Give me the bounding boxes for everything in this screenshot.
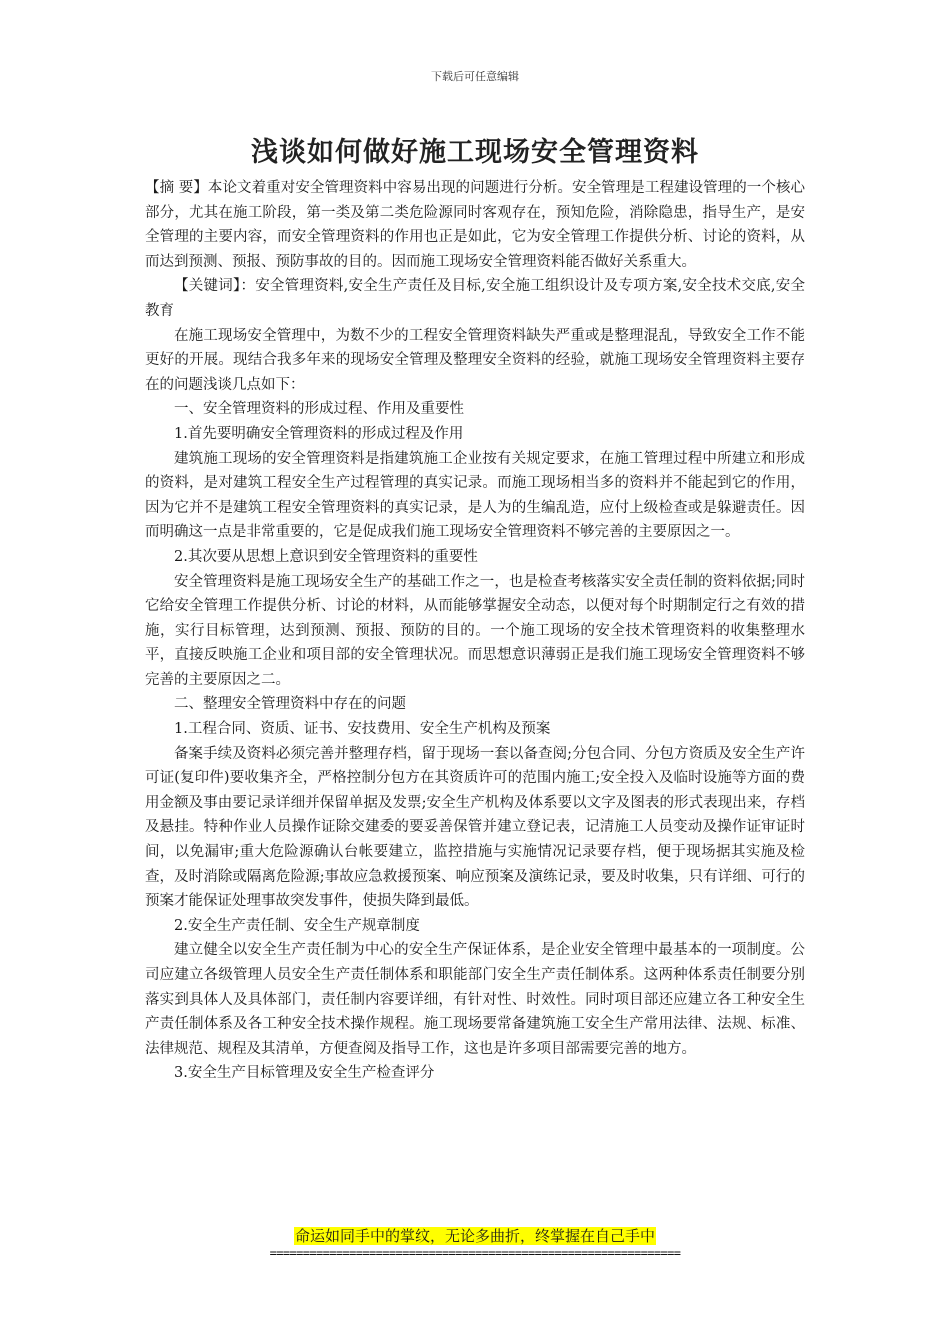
document-body [145, 176, 805, 1086]
keywords-paragraph: 【关键词】：安全管理资料,安全生产责任及目标,安全施工组织设计及专项方案,安全技术交底,安全教育 [145, 278, 805, 319]
body-paragraph: 备案手续及资料必须完善并整理存档，留于现场一套以备查阅;分包合同、分包方资质及安全生产许可证(复印件)要收集齐全，严格控制分包方在其资质许可的范围内施工;安全投入及临时设施等方面的费用金额及事由要记录详细并保留单据及发票;安全生产机构及体系要以文字及图表的形式表现出来，存档及悬挂。特种作业人员操作证除交建委的要妥善保管并建立登记表，记清施工人员变动及操作证审证时间，以免漏审;重大危险源确认台帐要建立，监控措施与实施情况记录要存档，便于现场据其实施及检查，及时消除或隔离危险源;事故应急救援预案、响应预案及演练记录，要及时收集，只有详细、可行的预案才能保证处理事故突发事件，使损失降到最低。 [145, 745, 805, 910]
subsection-heading-1-2: 2.其次要从思想上意识到安全管理资料的重要性 [174, 548, 478, 565]
subsection-heading-2-2: 2.安全生产责任制、安全生产规章制度 [174, 917, 420, 934]
header-note: 下载后可任意编辑 [431, 70, 519, 83]
footer-divider: ============================================================== [269, 1246, 681, 1260]
document-title: 浅谈如何做好施工现场安全管理资料 [251, 137, 699, 168]
subsection-heading-2-1: 1.工程合同、资质、证书、安技费用、安全生产机构及预案 [174, 721, 551, 738]
section-heading-1: 一、安全管理资料的形成过程、作用及重要性 [174, 401, 464, 418]
subsection-heading-1-1: 1.首先要明确安全管理资料的形成过程及作用 [174, 425, 464, 442]
body-paragraph: 安全管理资料是施工现场安全生产的基础工作之一，也是检查考核落实安全责任制的资料依据;同时它给安全管理工作提供分析、讨论的材料，从而能够掌握安全动态，以便对每个时期制定行之有效的措施，实行目标管理，达到预测、预报、预防的目的。一个施工现场的安全技术管理资料的收集整理水平，直接反映施工企业和项目部的安全管理状况。而思想意识薄弱正是我们施工现场安全管理资料不够完善的主要原因之二。 [145, 573, 805, 688]
body-paragraph: 建立健全以安全生产责任制为中心的安全生产保证体系，是企业安全管理中最基本的一项制度。公司应建立各级管理人员安全生产责任制体系和职能部门安全生产责任制体系。这两种体系责任制要分别落实到具体人及具体部门，责任制内容要详细，有针对性、时效性。同时项目部还应建立各工种安全生产责任制体系及各工种安全技术操作规程。施工现场要常备建筑施工安全生产常用法律、法规、标准、法律规范、规程及其清单，方便查阅及指导工作，这也是许多项目部需要完善的地方。 [145, 942, 805, 1057]
body-paragraph: 建筑施工现场的安全管理资料是指建筑施工企业按有关规定要求，在施工管理过程中所建立和形成的资料，是对建筑工程安全生产过程管理的真实记录。而施工现场相当多的资料并不能起到它的作用，因为它并不是建筑工程安全管理资料的真实记录，是人为的生编乱造，应付上级检查或是躲避责任。因而明确这一点是非常重要的，它是促成我们施工现场安全管理资料不够完善的主要原因之一。 [145, 450, 805, 541]
abstract-paragraph: 【摘 要】本论文着重对安全管理资料中容易出现的问题进行分析。安全管理是工程建设管理的一个核心部分，尤其在施工阶段，第一类及第二类危险源同时客观存在，预知危险，消除隐患，指导生产，是安全管理的主要内容，而安全管理资料的作用也正是如此，它为安全管理工作提供分析、讨论的资料，从而达到预测、预报、预防事故的目的。因而施工现场安全管理资料能否做好关系重大。 [145, 180, 805, 270]
footer-quote [0, 1225, 950, 1246]
intro-paragraph: 在施工现场安全管理中，为数不少的工程安全管理资料缺失严重或是整理混乱，导致安全工作不能更好的开展。现结合我多年来的现场安全管理及整理安全资料的经验，就施工现场安全管理资料主要存在的问题浅谈几点如下： [145, 327, 805, 393]
subsection-heading-2-3: 3.安全生产目标管理及安全生产检查评分 [174, 1065, 435, 1082]
section-heading-2: 二、整理安全管理资料中存在的问题 [174, 696, 406, 713]
footer-quote-highlight: 命运如同手中的掌纹，无论多曲折，终掌握在自己手中 [294, 1227, 655, 1245]
